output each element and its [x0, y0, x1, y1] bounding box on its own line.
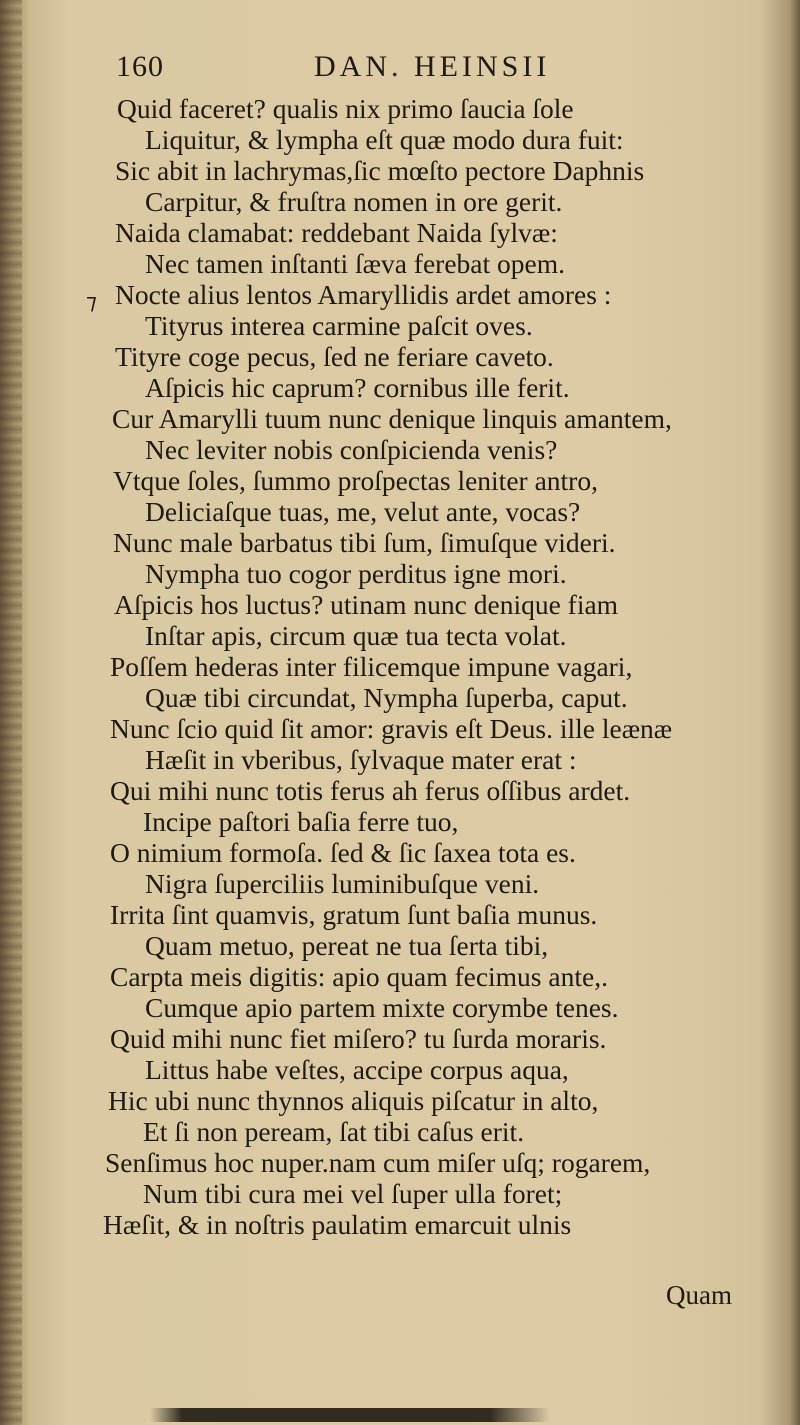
verse-line: Nunc ſcio quid ſit amor: gravis eſt Deus. ille leænæ [110, 713, 673, 744]
catchword: Quam [666, 1280, 732, 1310]
verse-line: Naida clamabat: reddebant Naida ſylvæ: [115, 217, 558, 248]
verse-line: Liquitur, & lympha eſt quæ modo dura fuit: [145, 124, 624, 155]
verse-line: Incipe paſtori baſia ferre tuo, [143, 806, 459, 837]
binding-gutter [0, 0, 22, 1425]
verse-line: Et ſi non peream, ſat tibi caſus erit. [143, 1116, 525, 1147]
verse-line: Senſimus hoc nuper.nam cum miſer uſq; rogarem, [105, 1147, 651, 1178]
verse-line: Nec tamen inſtanti ſæva ferebat opem. [145, 248, 565, 279]
verse-line: Tityre coge pecus, ſed ne feriare caveto. [115, 341, 554, 372]
margin-mark: ⁊ [86, 289, 97, 314]
verse-line: Vtque ſoles, ſummo proſpectas leniter antro, [113, 465, 598, 496]
verse-line: O nimium formoſa. ſed & ſic ſaxea tota es. [110, 837, 576, 868]
page-header [116, 50, 596, 90]
verse-line: Nympha tuo cogor perditus igne mori. [145, 558, 567, 589]
running-head: DAN. HEINSII [314, 50, 551, 83]
verse-line: Qui mihi nunc totis ferus ah ferus oſſibus ardet. [110, 775, 631, 806]
verse-line: Quæ tibi circundat, Nympha ſuperba, caput. [145, 682, 628, 713]
verse-line: Hic ubi nunc thynnos aliquis piſcatur in alto, [108, 1085, 599, 1116]
verse-line: Inſtar apis, circum quæ tua tecta volat. [145, 620, 567, 651]
verse-line: Irrita ſint quamvis, gratum ſunt baſia munus. [110, 899, 598, 930]
verse-line: Deliciaſque tuas, me, velut ante, vocas? [145, 496, 581, 527]
verse-line: Poſſem hederas inter filicemque impune vagari, [110, 651, 633, 682]
verse-line: Hæſit in vberibus, ſylvaque mater erat : [145, 744, 577, 775]
verse-line: Nec leviter nobis conſpicienda venis? [145, 434, 558, 465]
verse-line: Quid faceret? qualis nix primo ſaucia ſole [117, 93, 574, 124]
verse-line: Tityrus interea carmine paſcit oves. [145, 310, 533, 341]
verse-line: Cur Amarylli tuum nunc denique linquis amantem, [112, 403, 672, 434]
verse-line: Quid mihi nunc fiet miſero? tu ſurda moraris. [110, 1023, 607, 1054]
bottom-rule [150, 1408, 550, 1422]
verse-line: Nunc male barbatus tibi ſum, ſimuſque videri. [113, 527, 616, 558]
verse-line: Num tibi cura mei vel ſuper ulla foret; [143, 1178, 563, 1209]
verse-line: Carpitur, & fruſtra nomen in ore gerit. [145, 186, 563, 217]
verse-line: Aſpicis hic caprum? cornibus ille ferit. [145, 372, 570, 403]
verse-line: Cumque apio partem mixte corymbe tenes. [145, 992, 619, 1023]
verse-line: Sic abit in lachrymas,ſic mœſto pectore Daphnis [115, 155, 645, 186]
verse-line: Aſpicis hos luctus? utinam nunc denique fiam [114, 589, 619, 620]
verse-line: Nocte alius lentos Amaryllidis ardet amores : [115, 279, 612, 310]
verse-line: Quam metuo, pereat ne tua ſerta tibi, [145, 930, 549, 961]
verse-line: Nigra ſuperciliis luminibuſque veni. [145, 868, 540, 899]
verse-line: Littus habe veſtes, accipe corpus aqua, [145, 1054, 569, 1085]
verse-line: Hæſit, & in noſtris paulatim emarcuit ulnis [103, 1209, 572, 1240]
verse-line: Carpta meis digitis: apio quam fecimus ante,. [110, 961, 608, 992]
page-number: 160 [116, 50, 164, 83]
